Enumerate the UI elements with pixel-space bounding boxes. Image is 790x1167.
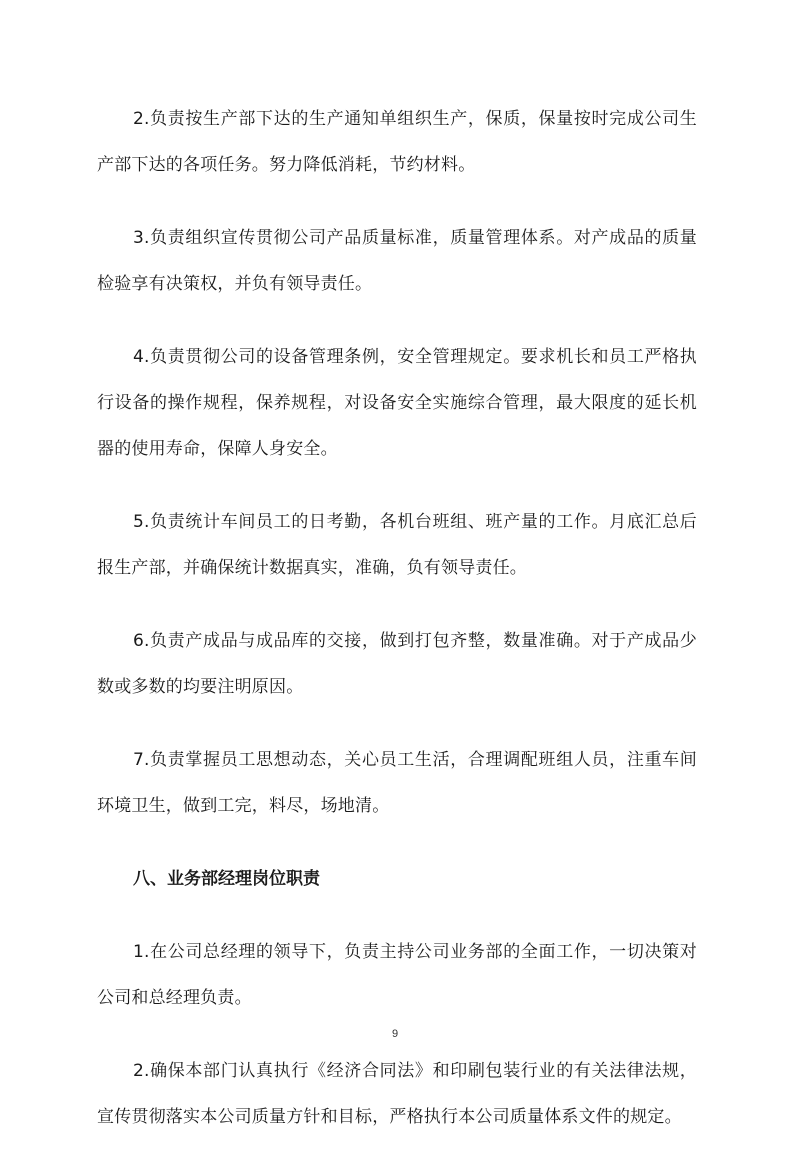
document-body bbox=[97, 96, 697, 1167]
section-heading: 八、业务部经理岗位职责 bbox=[133, 869, 320, 889]
paragraph-item-7: 7.负责掌握员工思想动态，关心员工生活，合理调配班组人员，注重车间环境卫生，做到工完，料尽，场地清。 bbox=[97, 750, 697, 816]
paragraph-item-3: 3.负责组织宣传贯彻公司产品质量标准，质量管理体系。对产成品的质量检验享有决策权，并负有领导责任。 bbox=[97, 228, 697, 294]
paragraph-item-5: 5.负责统计车间员工的日考勤，各机台班组、班产量的工作。月底汇总后报生产部，并确保统计数据真实，准确，负有领导责任。 bbox=[97, 512, 697, 578]
paragraph-item-2: 2.负责按生产部下达的生产通知单组织生产，保质，保量按时完成公司生产部下达的各项任务。努力降低消耗，节约材料。 bbox=[97, 109, 697, 175]
paragraph-sales-item-1: 1.在公司总经理的领导下，负责主持公司业务部的全面工作，一切决策对公司和总经理负责。 bbox=[97, 942, 697, 1008]
paragraph-item-6: 6.负责产成品与成品库的交接，做到打包齐整，数量准确。对于产成品少数或多数的均要注明原因。 bbox=[97, 631, 697, 697]
paragraph-sales-item-2: 2.确保本部门认真执行《经济合同法》和印刷包装行业的有关法律法规，宣传贯彻落实本公司质量方针和目标，严格执行本公司质量体系文件的规定。 bbox=[97, 1061, 697, 1127]
page-number: 9 bbox=[391, 1028, 399, 1040]
paragraph-item-4: 4.负责贯彻公司的设备管理条例，安全管理规定。要求机长和员工严格执行设备的操作规程，保养规程，对设备安全实施综合管理，最大限度的延长机器的使用寿命，保障人身安全。 bbox=[97, 347, 697, 459]
